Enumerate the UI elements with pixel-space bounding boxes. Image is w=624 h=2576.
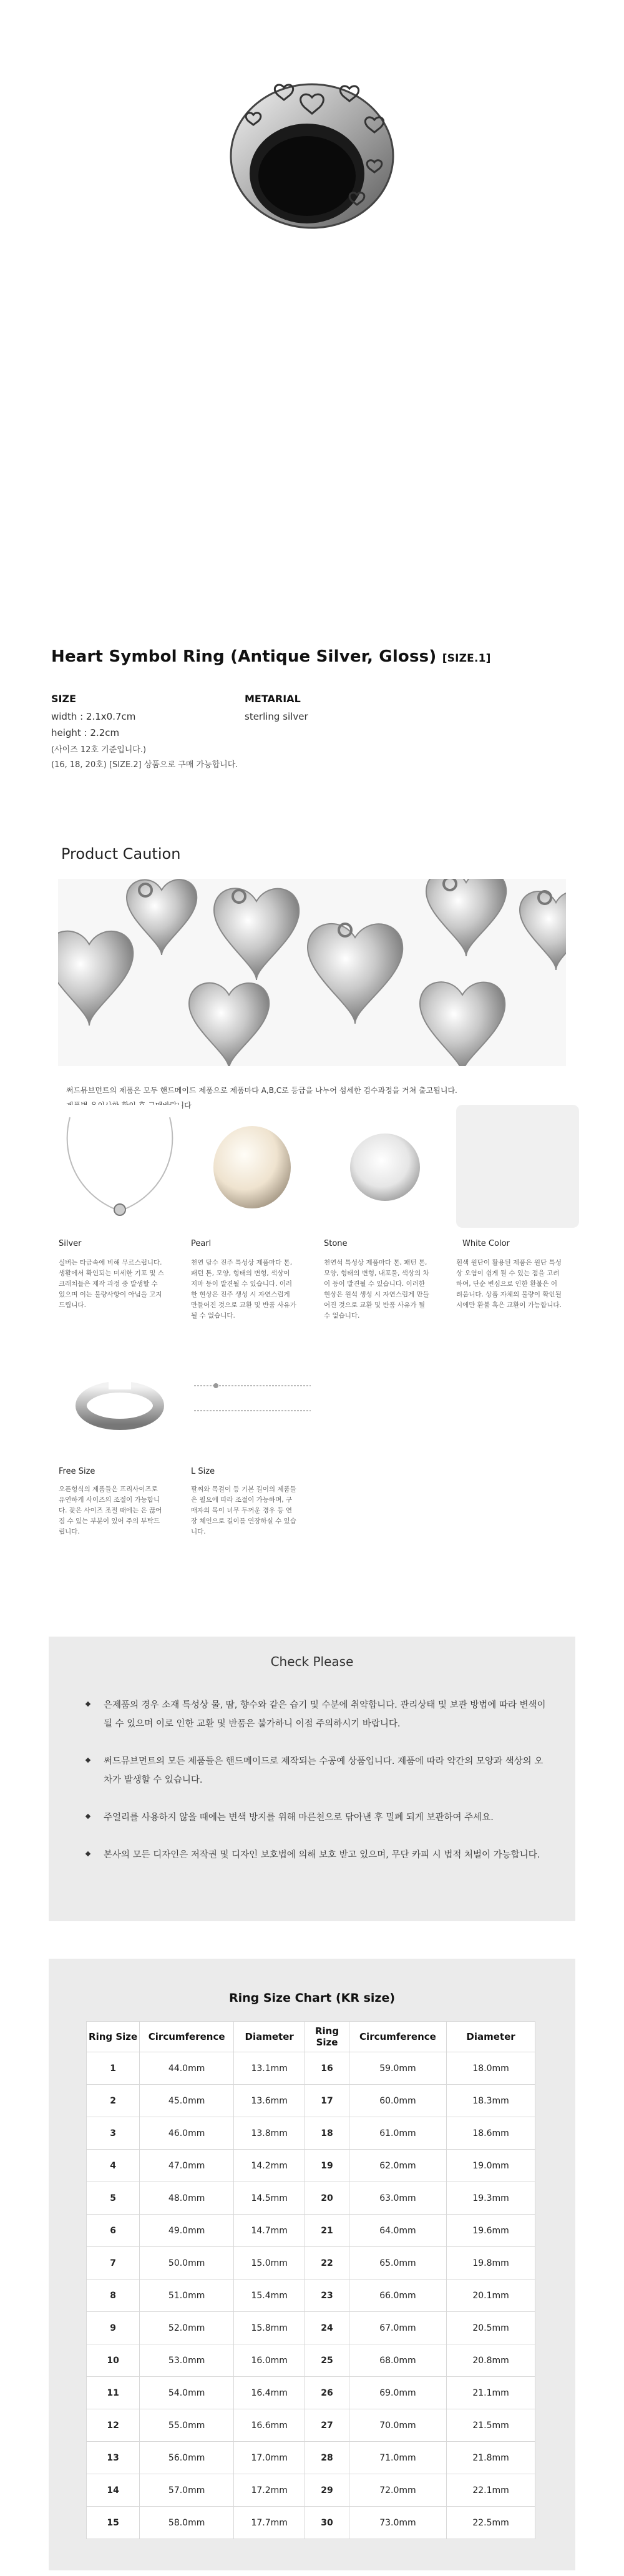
table-cell: 22.1mm [447, 2474, 535, 2507]
table-cell: 15.0mm [234, 2247, 305, 2280]
stone-image [324, 1105, 447, 1228]
material-desc-stone: 천연석 특성상 제품마다 톤, 패턴 톤, 모양, 형태의 변형, 내포물, 색상의 차이 등이 발견될 수 있습니다. 이러한 현상은 원석 생성 시 자연스럽게 만들어진 것으로 교환 및 반품 사유가 될 수 없습니다. [324, 1259, 429, 1320]
table-cell: 23 [305, 2280, 349, 2312]
table-cell: 58.0mm [140, 2507, 234, 2539]
table-cell: 50.0mm [140, 2247, 234, 2280]
material-name-white-color: White Color [462, 1239, 510, 1248]
table-cell: 14.2mm [234, 2150, 305, 2182]
table-cell: 2 [87, 2085, 140, 2117]
table-cell: 20.8mm [447, 2344, 535, 2377]
table-cell: 19 [305, 2150, 349, 2182]
table-cell: 11 [87, 2377, 140, 2409]
material-name-free-size: Free Size [59, 1467, 95, 1476]
col-header: Circumference [349, 2022, 446, 2052]
table-cell: 64.0mm [349, 2215, 446, 2247]
check-item [86, 1696, 548, 1733]
table-cell: 24 [305, 2312, 349, 2344]
check-please-heading: Check Please [270, 1654, 354, 1669]
table-row [87, 2409, 535, 2442]
table-cell: 60.0mm [349, 2085, 446, 2117]
table-cell: 22 [305, 2247, 349, 2280]
table-cell: 20.5mm [447, 2312, 535, 2344]
l-size-chain-image [191, 1336, 314, 1459]
table-cell: 19.3mm [447, 2182, 535, 2215]
table-cell: 7 [87, 2247, 140, 2280]
material-name-stone: Stone [324, 1239, 348, 1248]
table-cell: 28 [305, 2442, 349, 2474]
ring-size-chart-panel [49, 1959, 575, 2570]
table-cell: 19.8mm [447, 2247, 535, 2280]
table-cell: 49.0mm [140, 2215, 234, 2247]
table-row [87, 2052, 535, 2085]
table-row [87, 2377, 535, 2409]
size-height: height : 2.2cm [51, 727, 120, 738]
table-cell: 21.1mm [447, 2377, 535, 2409]
table-cell: 15.8mm [234, 2312, 305, 2344]
material-desc-silver: 실버는 타금속에 비해 무르스럽니다. 생활에서 확인되는 미세한 기포 및 스크래치들은 제작 과정 중 발생할 수 있으며 이는 불량사항이 아님을 고지드립니다. [59, 1259, 164, 1309]
table-cell: 22.5mm [447, 2507, 535, 2539]
col-header: Ring Size [87, 2022, 140, 2052]
table-row [87, 2215, 535, 2247]
table-cell: 63.0mm [349, 2182, 446, 2215]
table-cell: 8 [87, 2280, 140, 2312]
table-cell: 27 [305, 2409, 349, 2442]
material-desc-pearl: 천연 담수 진주 특성상 제품마다 톤, 패턴 톤, 모양, 형태의 변형, 색상이 저마 등이 발견될 수 있습니다. 이러한 현상은 진주 생성 시 자연스럽게 만들어진 것으로 교환 및 반품 사유가 될 수 없습니다. [191, 1259, 296, 1320]
table-cell: 53.0mm [140, 2344, 234, 2377]
bullet-icon [85, 1702, 90, 1707]
table-row [87, 2312, 535, 2344]
table-cell: 3 [87, 2117, 140, 2150]
table-cell: 47.0mm [140, 2150, 234, 2182]
material-heading: METARIAL [245, 693, 301, 705]
check-item-text: 본사의 모든 디자인은 저작권 및 디자인 보호법에 의해 보호 받고 있으며, 무단 카피 시 법적 처벌이 가능합니다. [104, 1850, 540, 1860]
table-cell: 67.0mm [349, 2312, 446, 2344]
table-cell: 14.5mm [234, 2182, 305, 2215]
table-row [87, 2117, 535, 2150]
table-cell: 65.0mm [349, 2247, 446, 2280]
table-cell: 52.0mm [140, 2312, 234, 2344]
table-cell: 18.0mm [447, 2052, 535, 2085]
col-header: Circumference [140, 2022, 234, 2052]
check-item [86, 1752, 548, 1790]
material-desc-l-size: 팔찌와 목걸이 등 기본 길이의 제품들은 필요에 따라 조절이 가능하며, 구매자의 목이 너무 두꺼운 경우 등 연장 체인으로 길이를 연장하실 수 있습니다. [191, 1486, 296, 1535]
size-note-1: (사이즈 12호 기준입니다.) [51, 745, 147, 755]
table-cell: 21.5mm [447, 2409, 535, 2442]
table-row [87, 2182, 535, 2215]
table-cell: 61.0mm [349, 2117, 446, 2150]
table-cell: 5 [87, 2182, 140, 2215]
table-row [87, 2150, 535, 2182]
table-row [87, 2085, 535, 2117]
col-header: Ring Size [305, 2022, 349, 2052]
table-cell: 15.4mm [234, 2280, 305, 2312]
size-note-2: (16, 18, 20호) [SIZE.2] 상품으로 구매 가능합니다. [51, 760, 238, 770]
table-cell: 17.2mm [234, 2474, 305, 2507]
table-cell: 17.7mm [234, 2507, 305, 2539]
table-row [87, 2507, 535, 2539]
check-item-text: 써드뮤브먼트의 모든 제품들은 핸드메이드로 제작되는 수공예 상품입니다. 제품에 따라 약간의 모양과 색상의 오차가 발생할 수 있습니다. [104, 1756, 544, 1785]
table-cell: 29 [305, 2474, 349, 2507]
table-cell: 16.6mm [234, 2409, 305, 2442]
pearl-image [191, 1105, 314, 1228]
material-name-pearl: Pearl [191, 1239, 212, 1248]
caution-photo [58, 879, 566, 1066]
table-cell: 30 [305, 2507, 349, 2539]
table-row [87, 2474, 535, 2507]
table-row [87, 2280, 535, 2312]
size-heading: SIZE [51, 693, 77, 705]
table-cell: 15 [87, 2507, 140, 2539]
size-tag: [SIZE.1] [442, 652, 491, 665]
table-cell: 16.0mm [234, 2344, 305, 2377]
table-cell: 62.0mm [349, 2150, 446, 2182]
table-cell: 59.0mm [349, 2052, 446, 2085]
table-cell: 6 [87, 2215, 140, 2247]
col-header: Diameter [447, 2022, 535, 2052]
table-cell: 25 [305, 2344, 349, 2377]
table-cell: 71.0mm [349, 2442, 446, 2474]
check-item-text: 은제품의 경우 소재 특성상 물, 땀, 향수와 같은 습기 및 수분에 취약합니다. 관리상태 및 보관 방법에 따라 변색이 될 수 있으며 이로 인한 교환 및 반품은 불가하니 이점 주의하시기 바랍니다. [104, 1700, 546, 1729]
table-row [87, 2247, 535, 2280]
ring-size-table [86, 2021, 535, 2539]
table-cell: 9 [87, 2312, 140, 2344]
ring-size-chart-title: Ring Size Chart (KR size) [228, 1991, 396, 2005]
table-cell: 51.0mm [140, 2280, 234, 2312]
table-cell: 66.0mm [349, 2280, 446, 2312]
table-cell: 16.4mm [234, 2377, 305, 2409]
table-cell: 14 [87, 2474, 140, 2507]
table-cell: 56.0mm [140, 2442, 234, 2474]
table-cell: 16 [305, 2052, 349, 2085]
silver-necklace-image [59, 1105, 182, 1228]
check-item [86, 1846, 548, 1864]
white-color-swatch [456, 1105, 579, 1228]
table-cell: 68.0mm [349, 2344, 446, 2377]
material-name-silver: Silver [59, 1239, 82, 1248]
table-cell: 21.8mm [447, 2442, 535, 2474]
table-header-row [87, 2022, 535, 2052]
material-desc-white-color: 흰색 원단이 활용된 제품은 원단 특성상 오염이 쉽게 될 수 있는 점을 고려하여, 단순 변심으로 인한 환불은 어려웁니다. 상품 자체의 불량이 확인될 시에만 환불 혹은 교환이 가능합니다. [456, 1259, 562, 1309]
table-cell: 12 [87, 2409, 140, 2442]
table-cell: 10 [87, 2344, 140, 2377]
caution-heading: Product Caution [61, 845, 181, 863]
table-cell: 48.0mm [140, 2182, 234, 2215]
table-cell: 55.0mm [140, 2409, 234, 2442]
check-item-text: 주얼리를 사용하지 않을 때에는 변색 방지를 위해 마른천으로 닦아낸 후 밀폐 되게 보관하여 주세요. [104, 1813, 494, 1823]
table-cell: 45.0mm [140, 2085, 234, 2117]
table-cell: 44.0mm [140, 2052, 234, 2085]
table-cell: 4 [87, 2150, 140, 2182]
check-please-panel [49, 1637, 575, 1921]
material-name-l-size: L Size [191, 1467, 215, 1476]
caution-text-1: 써드뮤브먼트의 제품은 모두 핸드메이드 제품으로 제품마다 A,B,C로 등급을 나누어 섬세한 검수과정을 거쳐 출고됩니다. [66, 1086, 457, 1095]
material-value: sterling silver [245, 711, 308, 722]
table-cell: 13 [87, 2442, 140, 2474]
table-cell: 73.0mm [349, 2507, 446, 2539]
table-cell: 14.7mm [234, 2215, 305, 2247]
bullet-icon [85, 1814, 90, 1819]
table-cell: 1 [87, 2052, 140, 2085]
free-size-ring-image [59, 1336, 182, 1459]
table-cell: 18.3mm [447, 2085, 535, 2117]
table-cell: 18 [305, 2117, 349, 2150]
table-cell: 54.0mm [140, 2377, 234, 2409]
check-item [86, 1808, 548, 1827]
table-cell: 69.0mm [349, 2377, 446, 2409]
table-cell: 26 [305, 2377, 349, 2409]
table-row [87, 2344, 535, 2377]
table-cell: 46.0mm [140, 2117, 234, 2150]
table-cell: 18.6mm [447, 2117, 535, 2150]
product-ring-image [225, 62, 399, 250]
product-title [51, 647, 491, 666]
table-cell: 19.0mm [447, 2150, 535, 2182]
table-cell: 13.8mm [234, 2117, 305, 2150]
bullet-icon [85, 1851, 90, 1856]
product-title-text: Heart Symbol Ring (Antique Silver, Gloss) [51, 647, 437, 666]
table-cell: 19.6mm [447, 2215, 535, 2247]
table-cell: 72.0mm [349, 2474, 446, 2507]
table-cell: 13.6mm [234, 2085, 305, 2117]
ring-size-table-body [87, 2052, 535, 2539]
table-cell: 17 [305, 2085, 349, 2117]
table-cell: 57.0mm [140, 2474, 234, 2507]
table-cell: 13.1mm [234, 2052, 305, 2085]
table-cell: 21 [305, 2215, 349, 2247]
material-desc-free-size: 오픈형식의 제품들은 프리사이즈로 유연하게 사이즈의 조절이 가능합니다. 잦은 사이즈 조절 때에는 은 끊어짐 수 있는 부분이 있어 주의 부탁드립니다. [59, 1486, 162, 1535]
table-cell: 17.0mm [234, 2442, 305, 2474]
col-header: Diameter [234, 2022, 305, 2052]
bullet-icon [85, 1758, 90, 1763]
table-cell: 70.0mm [349, 2409, 446, 2442]
table-cell: 20.1mm [447, 2280, 535, 2312]
table-row [87, 2442, 535, 2474]
size-width: width : 2.1x0.7cm [51, 711, 136, 722]
table-cell: 20 [305, 2182, 349, 2215]
